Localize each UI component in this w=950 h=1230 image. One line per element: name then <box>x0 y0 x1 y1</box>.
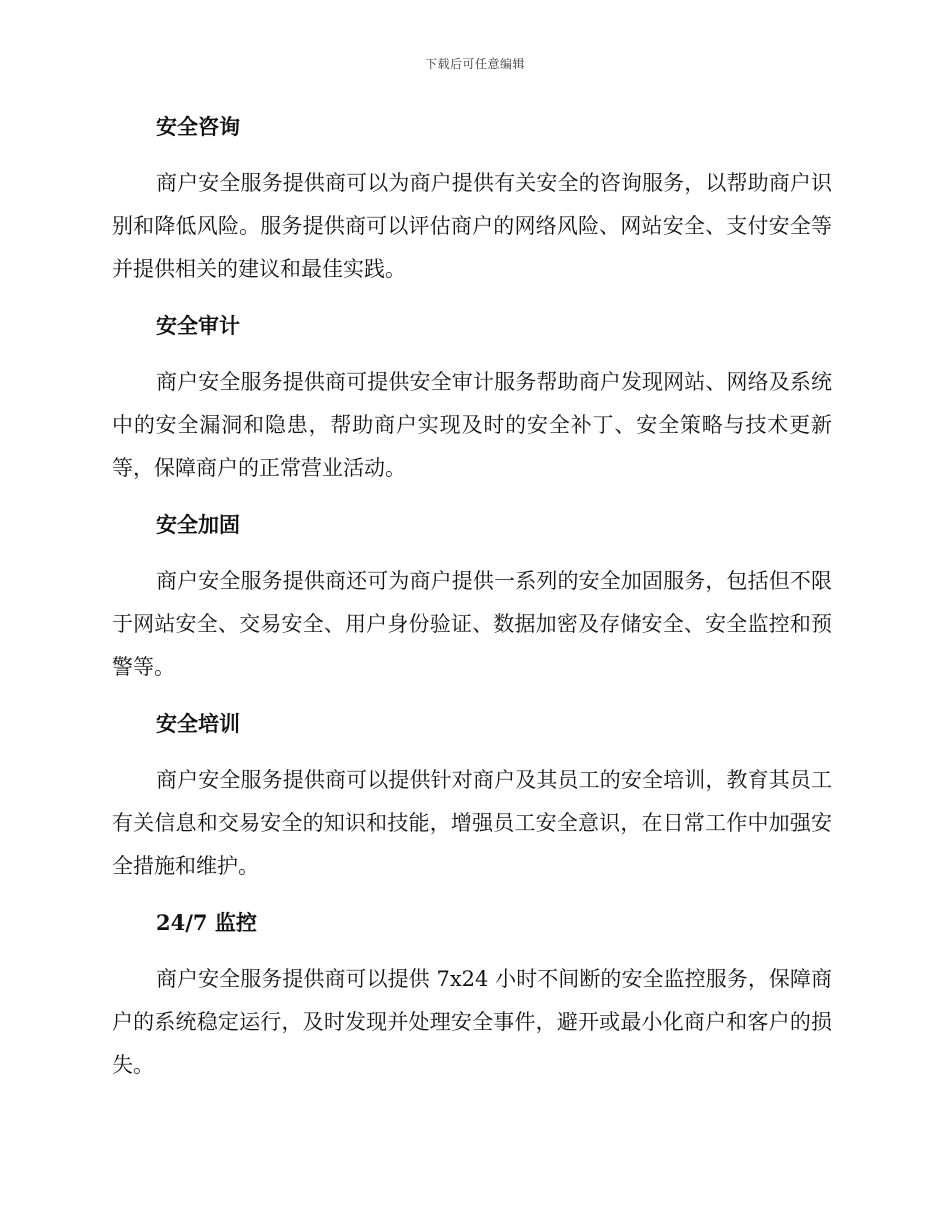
section-consulting <box>112 108 832 291</box>
page-header-note: 下载后可任意编辑 <box>424 57 525 71</box>
section-hardening <box>112 506 832 689</box>
section-paragraph: 商户安全服务提供商可以为商户提供有关安全的咨询服务，以帮助商户识别和降低风险。服务提供商可以评估商户的网络风险、网站安全、支付安全等并提供相关的建议和最佳实践。 <box>112 171 832 281</box>
section-heading: 安全培训 <box>156 711 240 736</box>
section-audit <box>112 307 832 490</box>
section-paragraph: 商户安全服务提供商可以提供 7x24 小时不间断的安全监控服务，保障商户的系统稳定运行，及时发现并处理安全事件，避开或最小化商户和客户的损失。 <box>112 967 832 1077</box>
section-paragraph: 商户安全服务提供商可提供安全审计服务帮助商户发现网站、网络及系统中的安全漏洞和隐患，帮助商户实现及时的安全补丁、安全策略与技术更新等，保障商户的正常营业活动。 <box>112 370 832 480</box>
section-paragraph: 商户安全服务提供商可以提供针对商户及其员工的安全培训，教育其员工有关信息和交易安全的知识和技能，增强员工安全意识，在日常工作中加强安全措施和维护。 <box>112 768 832 878</box>
section-training <box>112 705 832 888</box>
section-heading: 安全审计 <box>156 313 240 338</box>
section-heading: 安全加固 <box>156 512 240 537</box>
section-heading: 24/7 监控 <box>156 910 257 935</box>
section-monitoring <box>112 904 832 1087</box>
document-body <box>112 108 832 1103</box>
section-heading: 安全咨询 <box>156 114 240 139</box>
section-paragraph: 商户安全服务提供商还可为商户提供一系列的安全加固服务，包括但不限于网站安全、交易安全、用户身份验证、数据加密及存储安全、安全监控和预警等。 <box>112 569 832 679</box>
